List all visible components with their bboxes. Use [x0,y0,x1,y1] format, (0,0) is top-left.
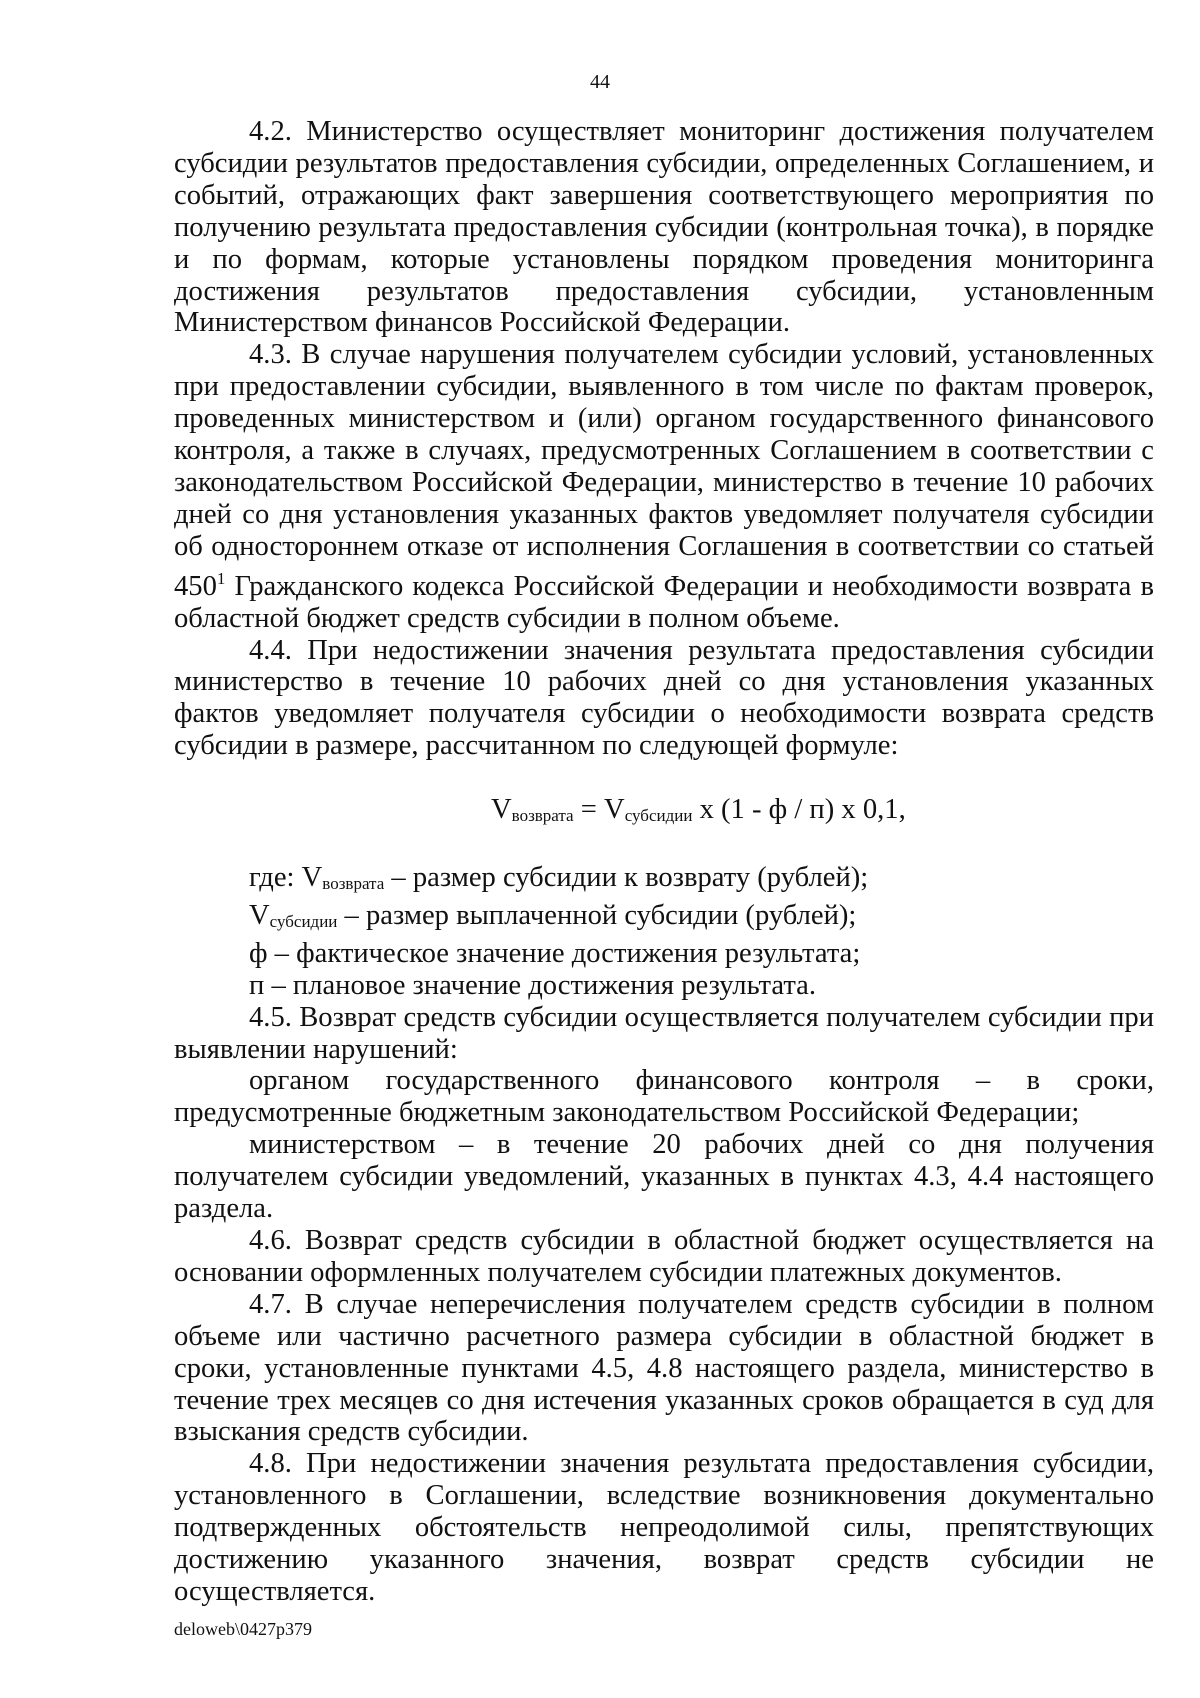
definition-prefix: где: [249,862,302,894]
definition-f: ф – фактическое значение достижения результата; [249,937,861,969]
definition-v-subsidy-text: – размер выплаченной субсидии (рублей); [337,899,857,931]
document-footer-code: deloweb\0427p379 [174,1619,312,1639]
formula-lhs-subscript: возврата [511,806,574,826]
document-body [174,116,1154,1608]
paragraph-4-5-item-2: министерством – в течение 20 рабочих дней со дня получения получателем субсидии уведомлений, указанных в пунктах 4.3, 4.4 настоящего раздела. [174,1129,1154,1225]
formula-tail: х (1 - ф / п) х 0,1, [692,794,906,826]
definition-p: п – плановое значение достижения результата. [249,969,817,1001]
paragraph-4-3-text-before: 4.3. В случае нарушения получателем субсидии условий, установленных при предоставлении субсидии, выявленного в том числе по фактам проверок, проведенных министерством и (или) органом государственного финансового контроля, а также в случаях, предусмотренных Соглашением в соответствии с законодательством Российской Федерации, министерство в течение 10 рабочих дней со дня установления указанных фактов уведомляет получателя субсидии об одностороннем отказе от исполнения Соглашения в соответствии со статьей 450 [174,339,1154,602]
formula-equals: = [573,794,605,826]
definition-v-return-text: – размер субсидии к возврату (рублей); [384,862,869,894]
definition-v-subsidy-subscript: субсидии [269,911,338,931]
formula-v-lhs: V [491,794,512,826]
paragraph-4-6: 4.6. Возврат средств субсидии в областной бюджет осуществляется на основании оформленных получателем субсидии платежных документов. [174,1225,1154,1288]
paragraph-4-4: 4.4. При недостижении значения результата предоставления субсидии министерство в течение 10 рабочих дней со дня установления указанных фактов уведомляет получателя субсидии о необходимости возврата средств субсидии в размере, рассчитанном по следующей формуле: [174,634,1154,762]
definition-v-return-symbol: V [301,862,323,894]
paragraph-4-8: 4.8. При недостижении значения результата предоставления субсидии, установленного в Соглашении, вследствие возникновения документально подтвержденных обстоятельств непреодолимой силы, препятствующих достижению указанного значения, возврат средств субсидии не осуществляется. [174,1448,1154,1607]
article-superscript: 1 [216,568,226,588]
page-number: 44 [590,71,610,93]
formula [174,794,1154,832]
definition-v-subsidy [174,900,1154,938]
paragraph-4-5-item-1: органом государственного финансового контроля – в сроки, предусмотренные бюджетным законодательством Российской Федерации; [174,1065,1154,1129]
formula-rhs-subscript: субсидии [624,806,693,826]
paragraph-4-3 [174,339,1154,634]
definition-v-return [174,862,1154,900]
paragraph-4-5: 4.5. Возврат средств субсидии осуществляется получателем субсидии при выявлении нарушений: [174,1001,1154,1065]
paragraph-4-3-text-after: Гражданского кодекса Российской Федерации и необходимости возврата в областной бюджет средств субсидии в полном объеме. [174,570,1154,634]
definition-v-subsidy-symbol: V [249,899,270,931]
paragraph-4-7: 4.7. В случае неперечисления получателем средств субсидии в полном объеме или частично расчетного размера субсидии в областной бюджет в сроки, установленные пунктами 4.5, 4.8 настоящего раздела, министерство в течение трех месяцев со дня истечения указанных сроков обращается в суд для взыскания средств субсидии. [174,1288,1154,1448]
formula-v-rhs: V [604,794,625,826]
definition-v-return-subscript: возврата [322,874,385,894]
paragraph-4-2: 4.2. Министерство осуществляет мониторинг достижения получателем субсидии результатов предоставления субсидии, определенных Соглашением, и событий, отражающих факт завершения соответствующего мероприятия по получению результата предоставления субсидии (контрольная точка), в порядке и по формам, которые установлены порядком проведения мониторинга достижения результатов предоставления субсидии, установленным Министерством финансов Российской Федерации. [174,116,1154,339]
